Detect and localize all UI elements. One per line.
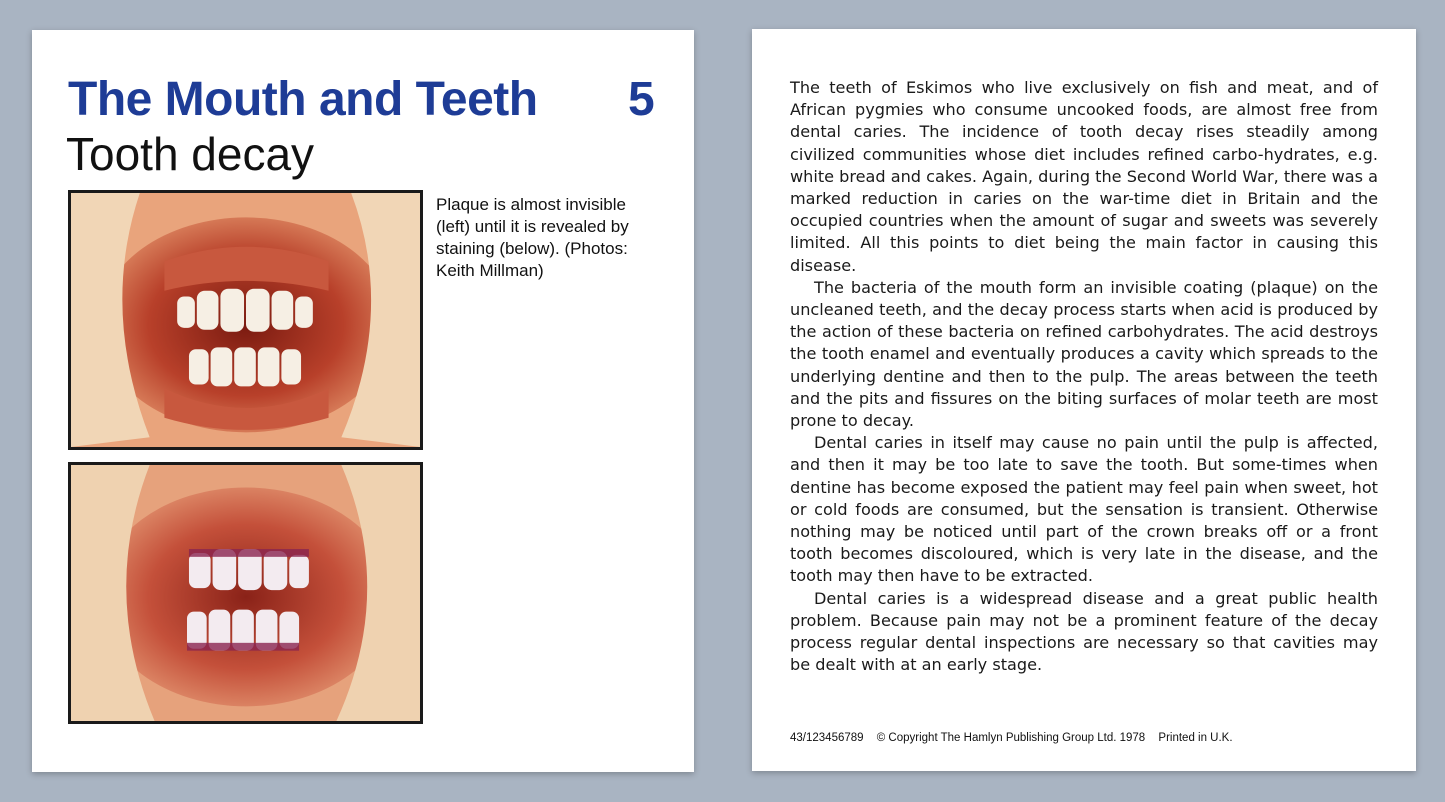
series-title: The Mouth and Teeth [68, 73, 538, 126]
printed-notice: Printed in U.K. [1158, 732, 1233, 744]
paragraph: The bacteria of the mouth form an invisible coating (plaque) on the uncleaned teeth, and the decay process starts when acid is produced by the action of these bacteria on refined carbohydrates. The acid destroys the tooth enamel and eventually produces a cavity which spreads to the underlying dentine and then to the pulp. The areas between the teeth and the pits and fissures on the biting surfaces of molar teeth are most prone to decay. [790, 277, 1378, 431]
photo-unstained-teeth [68, 190, 423, 450]
card-back [752, 29, 1416, 771]
body-text [790, 77, 1378, 676]
paragraph: Dental caries in itself may cause no pain until the pulp is affected, and then it may be too late to save the tooth. But some-times when dentine has become exposed the patient may feel pain when sweet, hot or cold foods are consumed, but the sensation is transient. Otherwise nothing may be noticed until part of the crown breaks off or a front tooth becomes discoloured, which is very late in the disease, and the tooth may then have to be extracted. [790, 433, 1378, 586]
photo-caption: Plaque is almost invisible (left) until it is revealed by staining (below). (Photos: Keith Millman) [436, 195, 629, 280]
card-front [32, 30, 694, 772]
paragraph: The teeth of Eskimos who live exclusively on fish and meat, and of African pygmies who consume uncooked foods, are almost free from dental caries. The incidence of tooth decay rises steadily among civilized communities whose diet includes refined carbo-hydrates, e.g. white bread and cakes. Again, during the Second World War, there was a marked reduction in caries on the war-time diet in Britain and the occupied countries when the amount of sugar and sweets was severely limited. All this points to diet being the main factor in causing this disease. [790, 78, 1378, 275]
copyright-notice: © Copyright The Hamlyn Publishing Group Ltd. 1978 [876, 732, 1146, 744]
photo-stained-teeth [68, 462, 423, 724]
paragraph: Dental caries is a widespread disease and a great public health problem. Because pain may not be a prominent feature of the decay process regular dental inspections are necessary so that cavities may be dealt with at an early stage. [790, 588, 1378, 675]
footer [790, 732, 1380, 744]
card-number: 5 [628, 73, 655, 126]
card-code: 43/123456789 [790, 732, 864, 744]
card-title: Tooth decay [66, 128, 315, 180]
